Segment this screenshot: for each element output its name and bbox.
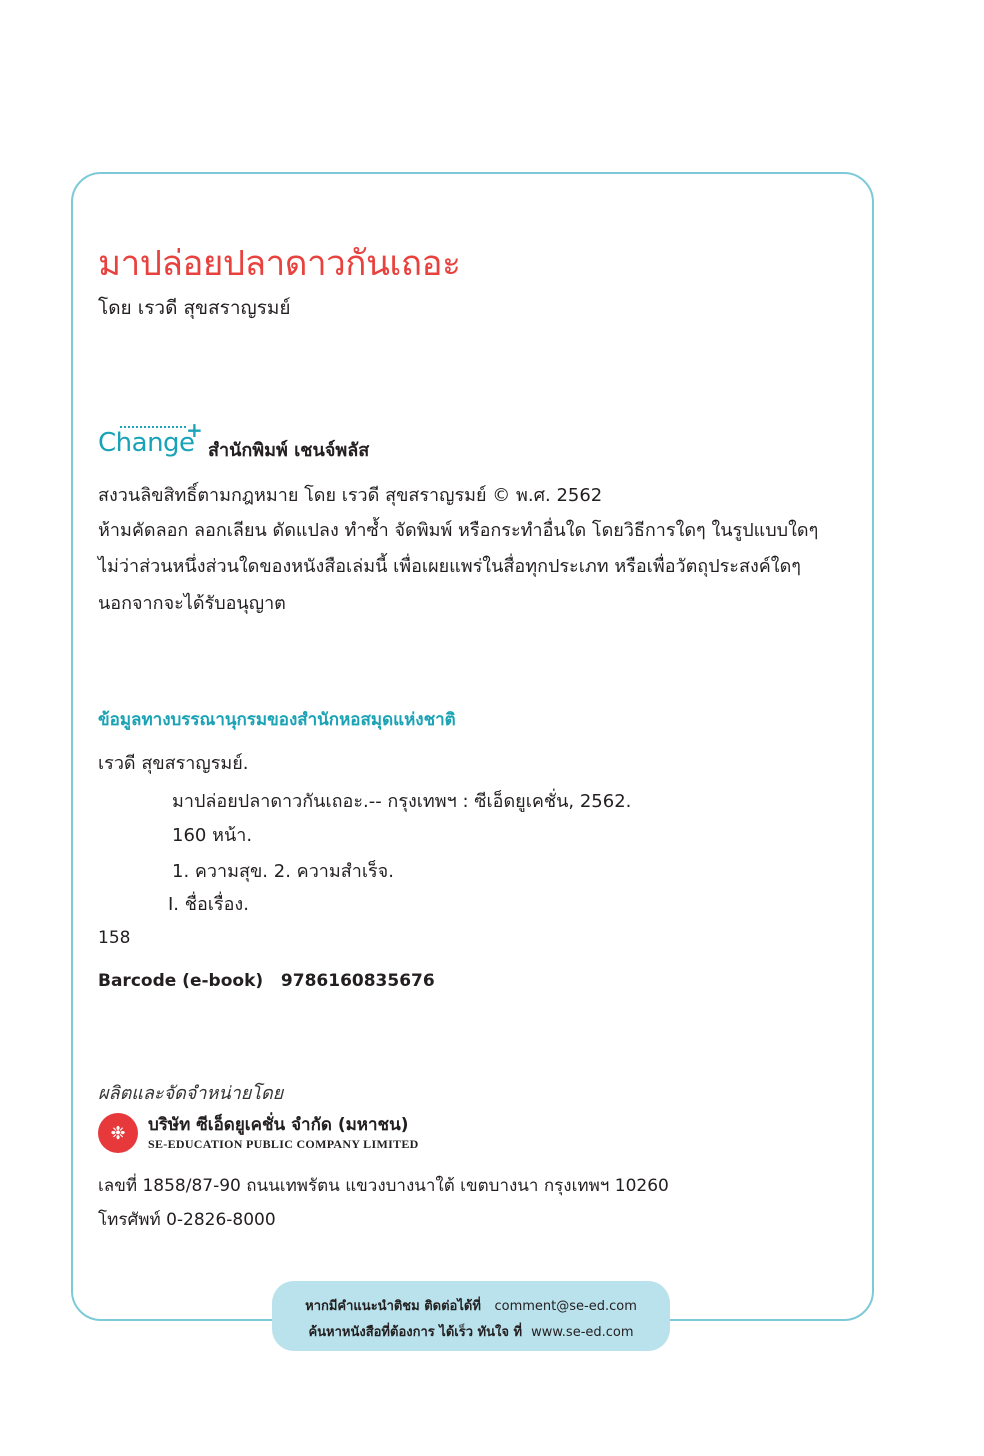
copyright-line: สงวนลิขสิทธิ์ตามกฎหมาย โดย เรวดี สุขสราญรมย์ © พ.ศ. 2562 <box>98 485 603 506</box>
company-name-thai: บริษัท ซีเอ็ดยูเคชั่น จำกัด (มหาชน) <box>148 1115 409 1135</box>
banner-line-search <box>272 1321 670 1342</box>
copyright-line: ไม่ว่าส่วนหนึ่งส่วนใดของหนังสือเล่มนี้ เพื่อเผยแพร่ในสื่อทุกประเภท หรือเพื่อวัตถุประสงค์ใดๆ <box>98 556 801 577</box>
barcode-label: Barcode (e-book) <box>98 971 264 991</box>
company-name-english: SE-EDUCATION PUBLIC COMPANY LIMITED <box>148 1137 419 1151</box>
company-phone: โทรศัพท์ 0-2826-8000 <box>98 1210 276 1230</box>
feedback-text: หากมีคำแนะนำติชม ติดต่อได้ที่ <box>305 1299 481 1314</box>
website-link[interactable]: www.se-ed.com <box>531 1325 634 1340</box>
se-ed-logo-icon: ❉ <box>98 1113 138 1153</box>
barcode-value: 9786160835676 <box>280 971 435 991</box>
barcode-line <box>98 971 435 991</box>
imprint-name: สำนักพิมพ์ เชนจ์พลัส <box>208 440 370 461</box>
cataloging-pages: 160 หน้า. <box>172 825 253 846</box>
feedback-email-link[interactable]: comment@se-ed.com <box>494 1299 637 1314</box>
banner-line-feedback <box>272 1295 670 1316</box>
cataloging-subjects: 1. ความสุข. 2. ความสำเร็จ. <box>172 861 394 882</box>
distribution-label: ผลิตและจัดจำหน่ายโดย <box>98 1083 284 1104</box>
copyright-line: ห้ามคัดลอก ลอกเลียน ดัดแปลง ทำซ้ำ จัดพิมพ์ หรือกระทำอื่นใด โดยวิธีการใดๆ ในรูปแบบใดๆ <box>98 520 819 541</box>
contact-banner <box>272 1281 670 1351</box>
author-line: โดย เรวดี สุขสราญรมย์ <box>98 297 291 319</box>
copyright-line: นอกจากจะได้รับอนุญาต <box>98 593 286 614</box>
cataloging-heading: ข้อมูลทางบรรณานุกรมของสำนักหอสมุดแห่งชาติ <box>98 710 456 730</box>
change-plus-logo: Change <box>98 428 195 458</box>
search-text: ค้นหาหนังสือที่ต้องการ ได้เร็ว ทันใจ ที่ <box>308 1325 523 1340</box>
logo-plus-icon: + <box>186 418 203 442</box>
book-title: มาปล่อยปลาดาวกันเถอะ <box>98 244 461 284</box>
cataloging-author: เรวดี สุขสราญรมย์. <box>98 753 249 774</box>
classification-number: 158 <box>98 928 131 948</box>
cataloging-title-entry: I. ชื่อเรื่อง. <box>168 894 249 915</box>
cataloging-entry: มาปล่อยปลาดาวกันเถอะ.-- กรุงเทพฯ : ซีเอ็ดยูเคชั่น, 2562. <box>172 791 632 812</box>
company-address: เลขที่ 1858/87-90 ถนนเทพรัตน แขวงบางนาใต้ เขตบางนา กรุงเทพฯ 10260 <box>98 1176 669 1196</box>
